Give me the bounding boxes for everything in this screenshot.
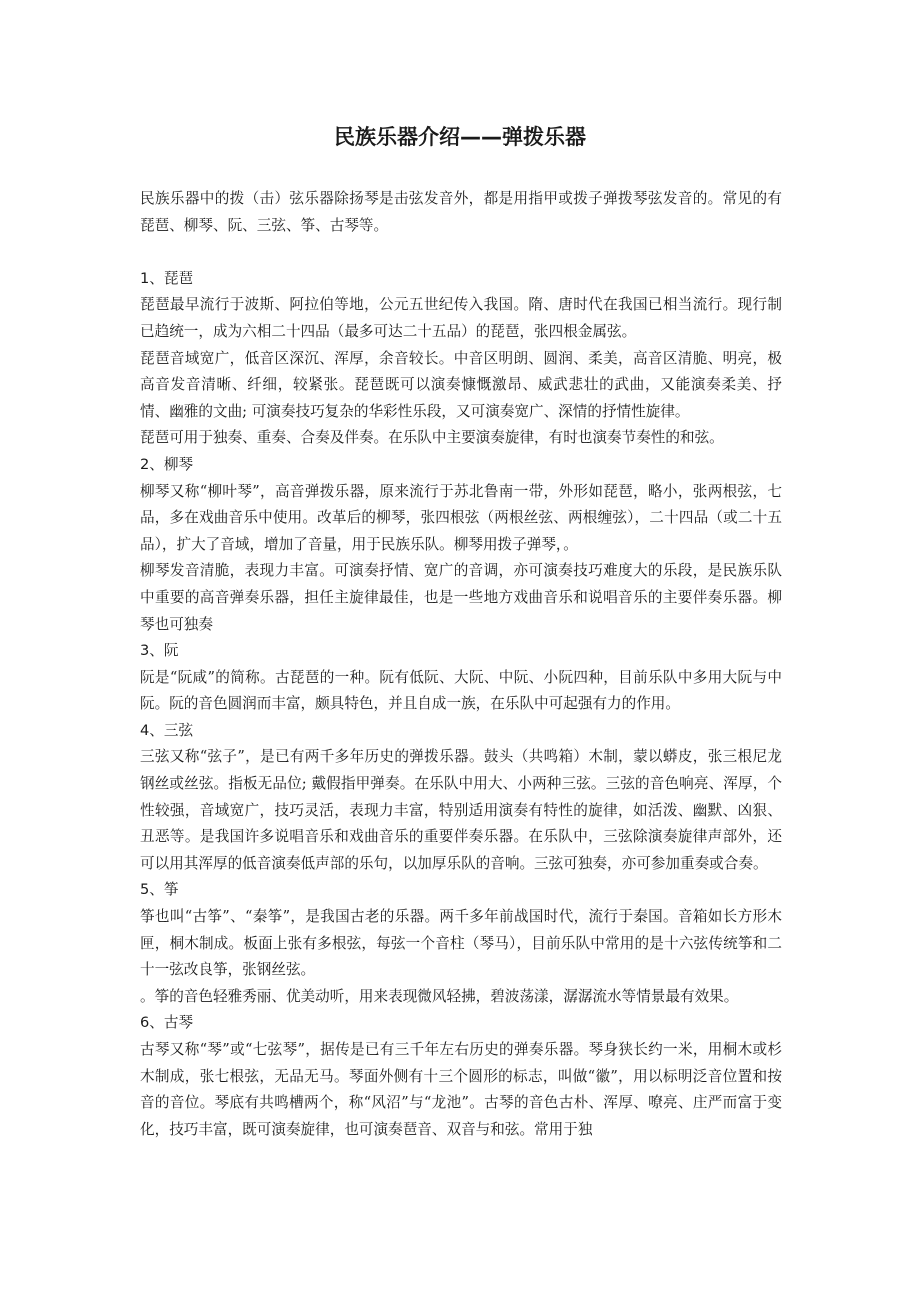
section-heading-liuqin: 2、柳琴	[140, 455, 194, 473]
paragraph: 柳琴发音清脆，表现力丰富。可演奏抒情、宽广的音调，亦可演奏技巧难度大的乐段，是民族乐队中重要的高音弹奏乐器，担任主旋律最佳，也是一些地方戏曲音乐和说唱音乐的主要伴奏乐器。柳琴也可独奏	[140, 562, 782, 633]
section-heading-ruan: 3、阮	[140, 642, 179, 660]
document-body	[140, 186, 782, 1143]
section-heading-guqin: 6、古琴	[140, 1014, 194, 1032]
section-heading-sanxian: 4、三弦	[140, 721, 194, 739]
paragraph: 阮是“阮咸”的简称。古琵琶的一种。阮有低阮、大阮、中阮、小阮四种，目前乐队中多用大阮与中阮。阮的音色圆润而丰富，颇具特色，并且自成一族，在乐队中可起强有力的作用。	[140, 668, 782, 713]
paragraph: 。筝的音色轻雅秀丽、优美动听，用来表现微风轻拂，碧波荡漾，潺潺流水等情景最有效果。	[140, 987, 739, 1005]
document-title: 民族乐器介绍——弹拨乐器	[334, 125, 586, 149]
section-heading-zheng: 5、筝	[140, 881, 179, 899]
section-heading-pipa: 1、琵琶	[140, 269, 194, 287]
paragraph: 琵琶最早流行于波斯、阿拉伯等地，公元五世纪传入我国。隋、唐时代在我国已相当流行。现行制已趋统一，成为六相二十四品（最多可达二十五品）的琵琶，张四根金属弦。	[140, 296, 782, 340]
paragraph: 柳琴又称“柳叶琴”，高音弹拨乐器，原来流行于苏北鲁南一带，外形如琵琶，略小，张两根弦，七品，多在戏曲音乐中使用。改革后的柳琴，张四根弦（两根丝弦、两根缠弦），二十四品（或二十五品），扩大了音域，增加了音量，用于民族乐队。柳琴用拨子弹琴，。	[140, 482, 782, 553]
paragraph: 琵琶可用于独奏、重奏、合奏及伴奏。在乐队中主要演奏旋律，有时也演奏节奏性的和弦。	[140, 429, 724, 447]
paragraph: 筝也叫“古筝”、“秦筝”，是我国古老的乐器。两千多年前战国时代，流行于秦国。音箱如长方形木匣，桐木制成。板面上张有多根弦，每弦一个音柱（琴马），目前乐队中常用的是十六弦传统筝和二十一弦改良筝，张钢丝弦。	[140, 908, 782, 979]
paragraph: 三弦又称“弦子”，是已有两千多年历史的弹拨乐器。鼓头（共鸣箱）木制，蒙以蟒皮，张三根尼龙钢丝或丝弦。指板无品位; 戴假指甲弹奏。在乐队中用大、小两种三弦。三弦的音色响亮、浑厚，个性较强，音域宽广，技巧灵活，表现力丰富，特别适用演奏有特性的旋律，如活泼、幽默、凶狠、丑恶等。是我国许多说唱音乐和戏曲音乐的重要伴奏乐器。在乐队中，三弦除演奏旋律声部外，还可以用其浑厚的低音演奏低声部的乐句，以加厚乐队的音响。三弦可独奏，亦可参加重奏或合奏。	[140, 748, 782, 872]
paragraph: 琵琶音域宽广，低音区深沉、浑厚，余音较长。中音区明朗、圆润、柔美，高音区清脆、明亮，极高音发音清晰、纤细，较紧张。琵琶既可以演奏慷慨激昂、威武悲壮的武曲，又能演奏柔美、抒情、幽雅的文曲; 可演奏技巧复杂的华彩性乐段，又可演奏宽广、深情的抒情性旋律。	[140, 349, 782, 420]
paragraph: 古琴又称“琴”或“七弦琴”，据传是已有三千年左右历史的弹奏乐器。琴身狭长约一米，用桐木或杉木制成，张七根弦，无品无马。琴面外侧有十三个圆形的标志，叫做“徽”，用以标明泛音位置和按音的音位。琴底有共鸣槽两个，称“风沼”与“龙池”。古琴的音色古朴、浑厚、嘹亮、庄严而富于变化，技巧丰富，既可演奏旋律，也可演奏琶音、双音与和弦。常用于独	[140, 1041, 782, 1138]
intro-paragraph: 民族乐器中的拨（击）弦乐器除扬琴是击弦发音外，都是用指甲或拨子弹拨琴弦发音的。常见的有琵琶、柳琴、阮、三弦、筝、古琴等。	[140, 190, 782, 234]
